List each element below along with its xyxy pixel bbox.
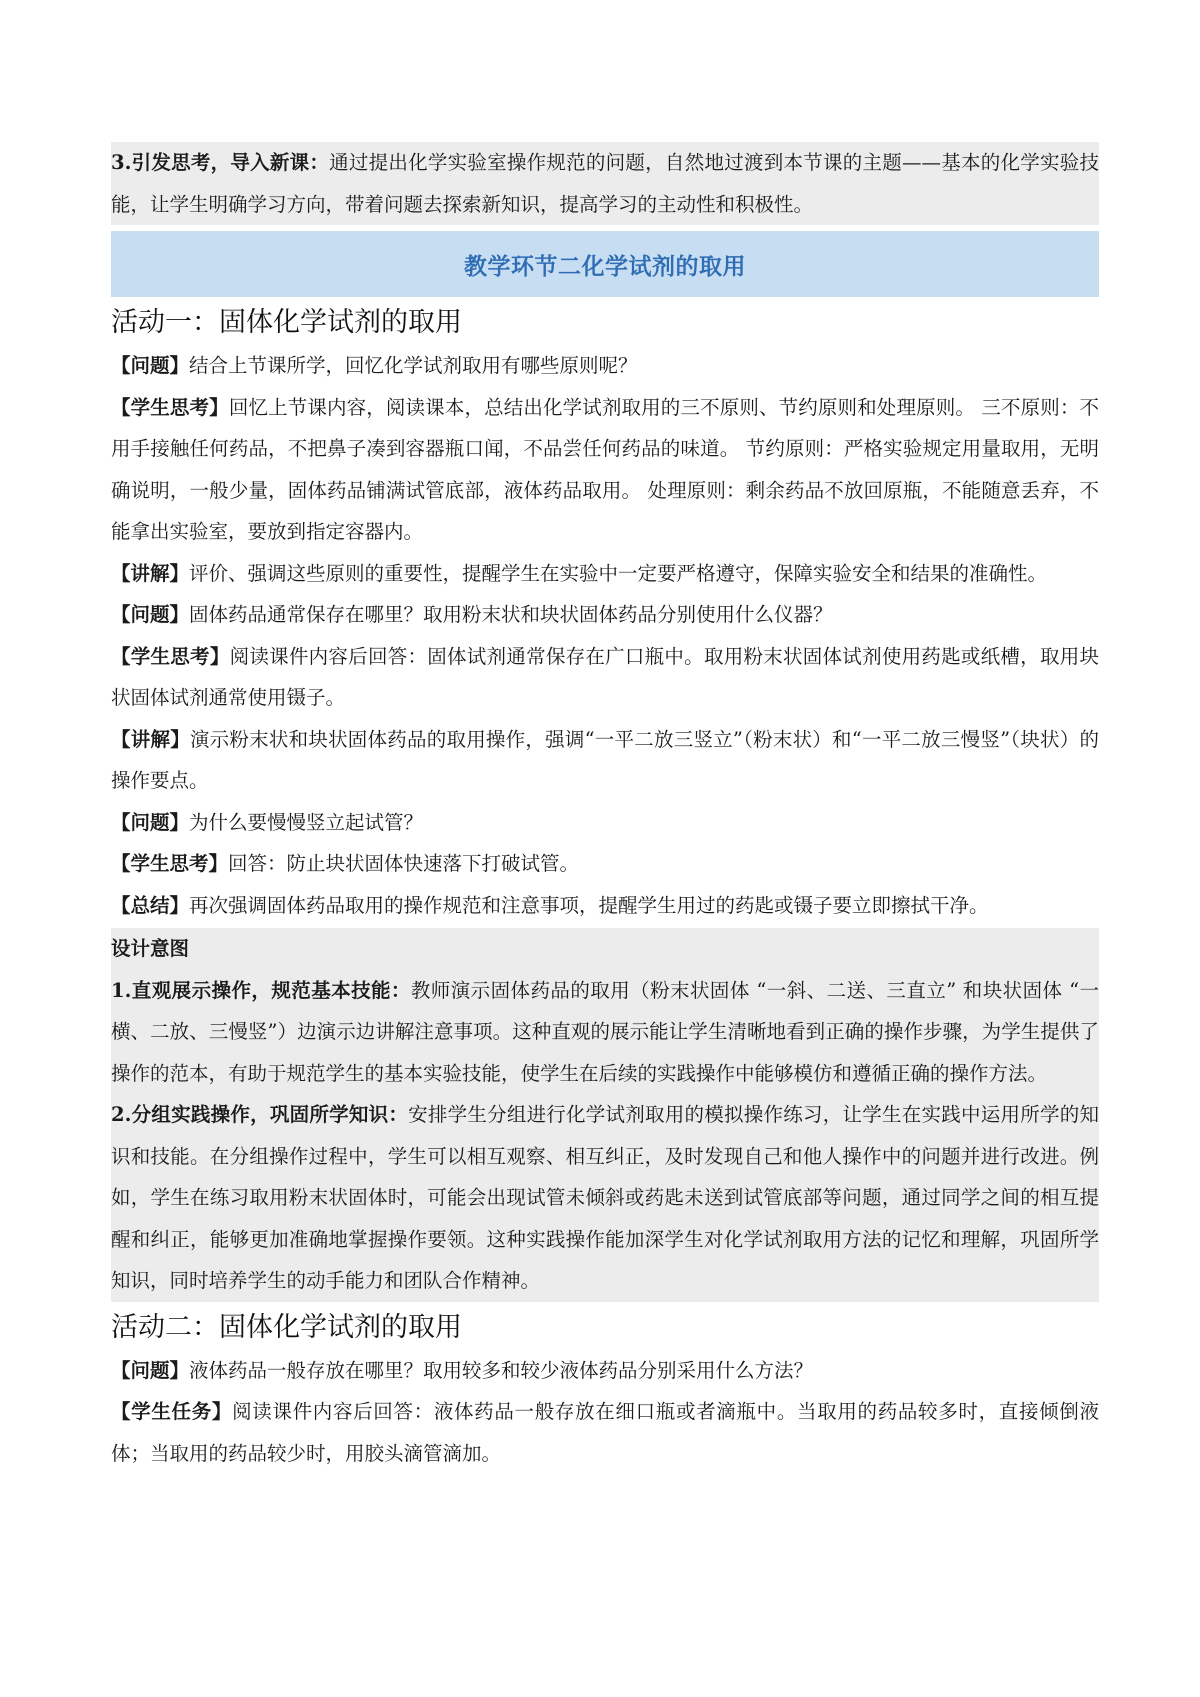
intro-paragraph bbox=[111, 142, 1099, 225]
qa-item bbox=[111, 594, 1099, 636]
design-point bbox=[111, 1094, 1099, 1302]
qa-item bbox=[111, 719, 1099, 802]
qa-tag: 【问题】 bbox=[111, 354, 190, 377]
activity-one-heading: 活动一：固体化学试剂的取用 bbox=[111, 307, 462, 338]
qa-item bbox=[111, 802, 1099, 844]
qa-text: 为什么要慢慢竖立起试管？ bbox=[189, 810, 424, 834]
qa-text: 回忆上节课内容，阅读课本，总结出化学试剂取用的三不原则、节约原则和处理原则。 三不原则：不用手接触任何药品，不把鼻子凑到容器瓶口闻，不品尝任何药品的味道。 节约原则：严格实验规定用量取用，无明确说明，一般少量，固体药品铺满试管底部，液体药品取用。 处理原则：剩余药品不放回原瓶，不能随意丢弃，不能拿出实验室，要放到指定容器内。 bbox=[111, 395, 1099, 543]
qa-item bbox=[111, 636, 1099, 719]
qa-tag: 【问题】 bbox=[111, 1358, 190, 1382]
qa-item bbox=[111, 1391, 1099, 1474]
qa-item bbox=[111, 843, 1099, 885]
qa-text: 阅读课件内容后回答：固体试剂通常保存在广口瓶中。取用粉末状固体试剂使用药匙或纸槽，取用块状固体试剂通常使用镊子。 bbox=[111, 644, 1099, 709]
qa-tag: 【学生思考】 bbox=[111, 644, 230, 668]
document-page bbox=[111, 142, 1099, 1474]
intro-lead: 3.引发思考，导入新课： bbox=[111, 151, 330, 174]
qa-tag: 【讲解】 bbox=[111, 561, 190, 585]
qa-text: 评价、强调这些原则的重要性，提醒学生在实验中一定要严格遵守，保障实验安全和结果的准确性。 bbox=[189, 561, 1048, 585]
design-point-lead: 2.分组实践操作，巩固所学知识： bbox=[111, 1103, 409, 1126]
qa-tag: 【问题】 bbox=[111, 603, 190, 626]
section-banner-title: 教学环节二化学试剂的取用 bbox=[464, 253, 746, 280]
intro-design-box bbox=[111, 142, 1099, 225]
qa-tag: 【学生思考】 bbox=[111, 852, 229, 875]
qa-text: 液体药品一般存放在哪里？取用较多和较少液体药品分别采用什么方法？ bbox=[189, 1358, 814, 1382]
section-banner bbox=[111, 231, 1099, 297]
qa-item bbox=[111, 885, 1099, 927]
design-point-text: 安排学生分组进行化学试剂取用的模拟操作练习，让学生在实践中运用所学的知识和技能。在分组操作过程中，学生可以相互观察、相互纠正，及时发现自己和他人操作中的问题并进行改进。例如，学生在练习取用粉末状固体时，可能会出现试管未倾斜或药匙未送到试管底部等问题，通过同学之间的相互提醒和纠正，能够更加准确地掌握操作要领。这种实践操作能加深学生对化学试剂取用方法的记忆和理解，巩固所学知识，同时培养学生的动手能力和团队合作精神。 bbox=[111, 1103, 1099, 1292]
qa-item bbox=[111, 345, 1099, 387]
qa-text: 固体药品通常保存在哪里？取用粉末状和块状固体药品分别使用什么仪器？ bbox=[189, 603, 833, 626]
qa-tag: 【问题】 bbox=[111, 810, 190, 834]
qa-tag: 【总结】 bbox=[111, 893, 190, 917]
qa-item bbox=[111, 553, 1099, 595]
qa-item bbox=[111, 1350, 1099, 1392]
qa-text: 结合上节课所学，回忆化学试剂取用有哪些原则呢？ bbox=[189, 354, 638, 377]
qa-text: 演示粉末状和块状固体药品的取用操作，强调“一平二放三竖立”（粉末状）和“一平二放三慢竖”（块状）的操作要点。 bbox=[111, 727, 1099, 792]
design-point bbox=[111, 970, 1099, 1095]
qa-text: 再次强调固体药品取用的操作规范和注意事项，提醒学生用过的药匙或镊子要立即擦拭干净。 bbox=[189, 893, 989, 917]
design-point-text: 教师演示固体药品的取用（粉末状固体 “一斜、二送、三直立” 和块状固体 “一横、二放、三慢竖”）边演示边讲解注意事项。这种直观的展示能让学生清晰地看到正确的操作步骤，为学生提供了操作的范本，有助于规范学生的基本实验技能，使学生在后续的实践操作中能够模仿和遵循正确的操作方法。 bbox=[111, 978, 1099, 1085]
activity-two-heading: 活动二：固体化学试剂的取用 bbox=[111, 1311, 462, 1343]
design-intent-box bbox=[111, 928, 1099, 1302]
design-point-lead: 1.直观展示操作，规范基本技能： bbox=[111, 978, 411, 1002]
qa-tag: 【学生思考】 bbox=[111, 395, 229, 419]
qa-text: 阅读课件内容后回答：液体药品一般存放在细口瓶或者滴瓶中。当取用的药品较多时，直接倾倒液体；当取用的药品较少时，用胶头滴管滴加。 bbox=[111, 1400, 1099, 1465]
qa-tag: 【讲解】 bbox=[111, 727, 190, 751]
intro-text: 通过提出化学实验室操作规范的问题，自然地过渡到本节课的主题——基本的化学实验技能，让学生明确学习方向，带着问题去探索新知识，提高学习的主动性和积极性。 bbox=[111, 151, 1099, 216]
qa-item bbox=[111, 387, 1099, 553]
qa-text: 回答：防止块状固体快速落下打破试管。 bbox=[228, 852, 580, 875]
design-intent-label: 设计意图 bbox=[111, 937, 190, 960]
qa-tag: 【学生任务】 bbox=[111, 1400, 233, 1423]
